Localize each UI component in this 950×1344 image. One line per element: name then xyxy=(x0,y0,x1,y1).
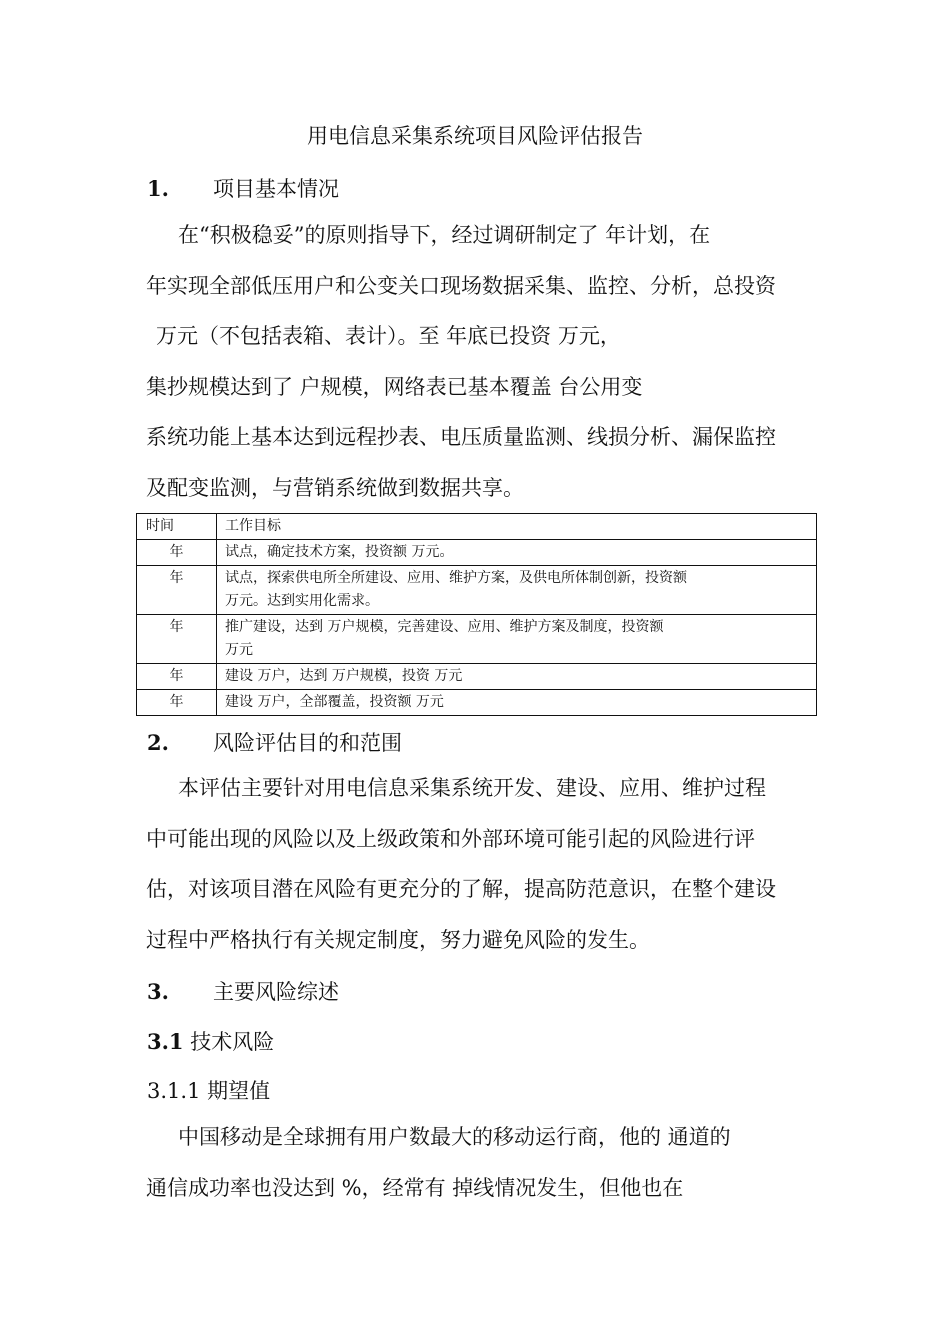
table-header-time: 时间 xyxy=(137,514,217,540)
table-row xyxy=(137,566,817,615)
table-cell-time: 年 xyxy=(137,615,217,664)
paragraph-line: 在“积极稳妥”的原则指导下，经过调研制定了 年计划，在 xyxy=(178,223,711,247)
table-cell-goal xyxy=(217,540,817,566)
table-cell-time: 年 xyxy=(137,664,217,690)
table-cell-time: 年 xyxy=(137,540,217,566)
section-1-title: 项目基本情况 xyxy=(213,177,339,201)
section-3-1-1-paragraph xyxy=(146,1112,808,1213)
section-3-1-1-heading: 3.1.1 期望值 xyxy=(147,1079,271,1103)
table-row xyxy=(137,664,817,690)
paragraph-line: 及配变监测，与营销系统做到数据共享。 xyxy=(146,475,524,500)
section-3-1-title: 技术风险 xyxy=(190,1030,275,1054)
document-title: 用电信息采集系统项目风险评估报告 xyxy=(307,124,643,148)
section-1-number: 1. xyxy=(147,176,169,201)
goal-line: 万元 xyxy=(225,642,253,658)
goal-line: 建设 万户，达到 万户规模，投资 万元 xyxy=(225,668,463,684)
table-cell-time: 年 xyxy=(137,690,217,716)
paragraph-line: 通信成功率也没达到 %，经常有 掉线情况发生，但他也在 xyxy=(146,1175,684,1200)
work-plan-table xyxy=(136,513,817,716)
table-cell-goal xyxy=(217,566,817,615)
table-cell-goal xyxy=(217,615,817,664)
section-3-title: 主要风险综述 xyxy=(213,980,339,1004)
paragraph-line: 系统功能上基本达到远程抄表、电压质量监测、线损分析、漏保监控 xyxy=(146,425,776,449)
section-2-heading xyxy=(147,727,402,757)
table-row xyxy=(137,540,817,566)
section-2-number: 2. xyxy=(147,730,169,755)
section-3-heading xyxy=(147,976,339,1006)
paragraph-line: 估，对该项目潜在风险有更充分的了解，提高防范意识，在整个建设 xyxy=(146,877,776,901)
section-3-number: 3. xyxy=(147,979,169,1004)
section-1-paragraph xyxy=(146,210,808,513)
table-cell-time: 年 xyxy=(137,566,217,615)
section-2-title: 风险评估目的和范围 xyxy=(213,731,402,755)
paragraph-line: 中可能出现的风险以及上级政策和外部环境可能引起的风险进行评 xyxy=(146,826,755,851)
goal-line: 推广建设，达到 万户规模，完善建设、应用、维护方案及制度，投资额 xyxy=(225,619,664,635)
goal-line: 万元。达到实用化需求。 xyxy=(225,593,379,609)
paragraph-line: 年实现全部低压用户和公变关口现场数据采集、监控、分析，总投资 xyxy=(146,273,776,298)
paragraph-line: 万元（不包括表箱、表计）。至 年底已投资 万元， xyxy=(156,324,621,348)
paragraph-line: 过程中严格执行有关规定制度，努力避免风险的发生。 xyxy=(146,927,650,952)
table-cell-goal xyxy=(217,664,817,690)
goal-line: 试点，确定技术方案，投资额 万元。 xyxy=(225,544,454,560)
section-1-heading xyxy=(147,173,339,203)
goal-line: 建设 万户，全部覆盖，投资额 万元 xyxy=(225,694,444,710)
table-header-goal: 工作目标 xyxy=(217,514,817,540)
section-2-paragraph xyxy=(146,763,808,965)
paragraph-line: 中国移动是全球拥有用户数最大的移动运行商，他的 通道的 xyxy=(178,1125,731,1149)
paragraph-line: 本评估主要针对用电信息采集系统开发、建设、应用、维护过程 xyxy=(178,776,766,800)
section-3-1-heading xyxy=(147,1026,274,1056)
table-cell-goal xyxy=(217,690,817,716)
paragraph-line: 集抄规模达到了 户规模，网络表已基本覆盖 台公用变 xyxy=(146,374,643,399)
section-3-1-number: 3.1 xyxy=(147,1029,184,1054)
table-row xyxy=(137,690,817,716)
goal-line: 试点，探索供电所全所建设、应用、维护方案，及供电所体制创新，投资额 xyxy=(225,570,687,586)
table-row xyxy=(137,615,817,664)
table-header-row xyxy=(137,514,817,540)
